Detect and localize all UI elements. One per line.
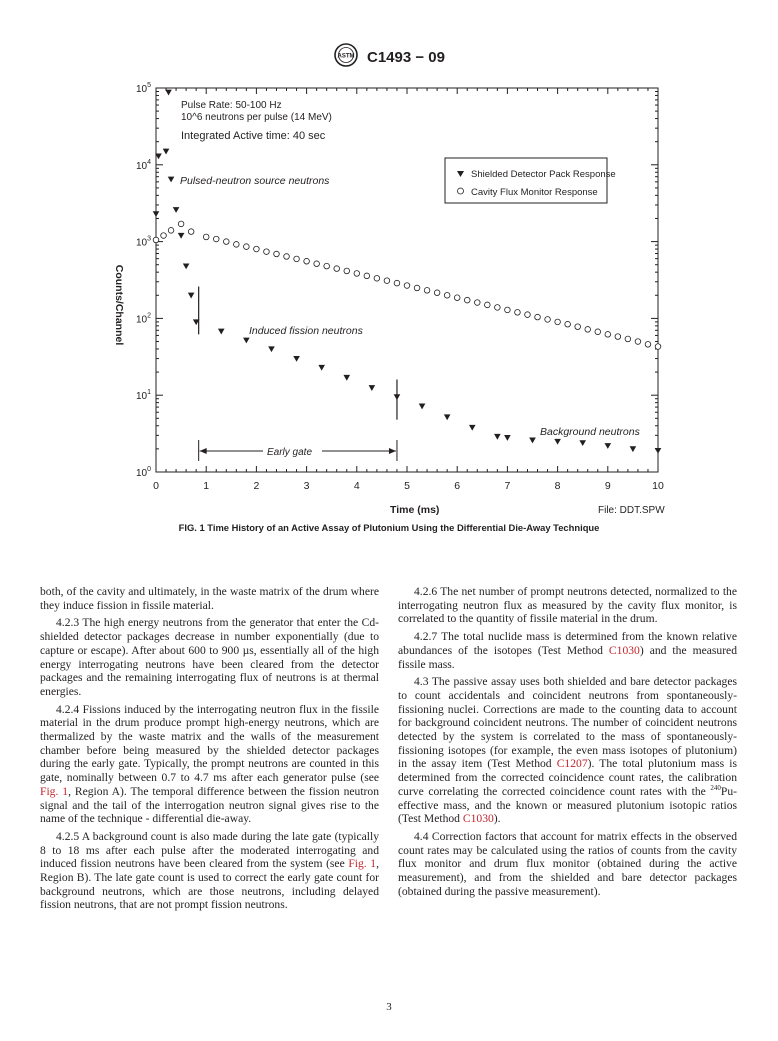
- c1030-link[interactable]: C1030: [608, 643, 640, 657]
- paragraph-4-2-7: [398, 630, 737, 671]
- cavity-point: [294, 256, 300, 262]
- cavity-point: [635, 339, 641, 345]
- x-tick-label: 3: [303, 480, 310, 492]
- cavity-point: [284, 254, 290, 260]
- paragraph-4-2-4: [40, 703, 379, 826]
- detector-point: [419, 404, 426, 410]
- paragraph-4-2-6: 4.2.6 The net number of prompt neutrons detected, normalized to the interrogating neutron flux as measured by the cavity flux monitor, is correlated to the quantity of fissile material in the drum.: [398, 585, 737, 626]
- paragraph: both, of the cavity and ultimately, in the waste matrix of the drum where they induce fission in fissile material.: [40, 585, 379, 612]
- early-gate-label: Early gate: [267, 447, 313, 458]
- detector-point: [218, 329, 225, 335]
- paragraph-4-2-3: 4.2.3 The high energy neutrons from the generator that enter the Cd-shielded detector packages decrease in number exponentially (due to capture or escape). After about 600 to 900 µs, essentially all of the high energy interrogating neutrons have been cleared from the detector packages and the remaining interrogating flux of neutrons is at thermal energies.: [40, 616, 379, 698]
- cavity-point: [324, 263, 330, 269]
- x-tick-label: 10: [652, 480, 664, 492]
- cavity-point: [234, 242, 240, 248]
- y-tick-label: $10^0$: [135, 466, 151, 479]
- detector-point: [183, 263, 190, 269]
- cavity-point: [525, 312, 531, 318]
- paragraph-text: , Region B). The late gate count is used to correct the early gate count for background neutrons, which are those neutrons, including delayed fission neutrons, that are not prompt fission neutrons.: [40, 857, 379, 912]
- cavity-point: [153, 237, 159, 243]
- cavity-point: [344, 268, 350, 274]
- detector-point: [494, 434, 501, 440]
- chart-legend: [445, 158, 616, 203]
- integrated-time-annotation: Integrated Active time: 40 sec: [181, 130, 326, 142]
- paragraph-text: Pu-effective mass, and the known or measured plutonium isotopic ratios (Test Method: [398, 784, 737, 826]
- superscript: 240: [710, 783, 721, 792]
- cavity-point: [161, 233, 167, 239]
- paragraph-text: ).: [493, 812, 501, 826]
- detector-point: [165, 90, 172, 96]
- cavity-point: [178, 221, 184, 227]
- paragraph-text: ) and the measured fissile mass.: [398, 643, 737, 671]
- astm-logo-text: ASTM: [337, 53, 355, 60]
- x-tick-label: 5: [404, 480, 410, 492]
- detector-point: [469, 425, 476, 431]
- cavity-point: [188, 229, 194, 235]
- x-tick-label: 1: [203, 480, 210, 492]
- x-tick-label: 0: [153, 480, 159, 492]
- neutrons-per-pulse-annotation: 10^6 neutrons per pulse (14 MeV): [181, 112, 332, 123]
- x-tick-label: 9: [604, 480, 611, 492]
- paragraph-text: 4.2.7 The total nuclide mass is determined from the known relative abundances of the isotopes (Test Method: [398, 630, 737, 657]
- detector-point: [163, 149, 170, 155]
- x-tick-label: 4: [353, 480, 360, 492]
- page-number: 3: [386, 1001, 392, 1013]
- cavity-point: [354, 271, 360, 277]
- legend-entry-detector: Shielded Detector Pack Response: [471, 169, 616, 180]
- cavity-point: [244, 244, 250, 250]
- cavity-point: [515, 310, 521, 316]
- cavity-point: [505, 307, 511, 313]
- pulse-rate-annotation: Pulse Rate: 50-100 Hz: [181, 100, 282, 111]
- cavity-point: [168, 228, 174, 234]
- x-tick-label: 2: [253, 480, 260, 492]
- page-header: [0, 42, 778, 73]
- y-tick-label: $10^4$: [135, 158, 151, 172]
- detector-point: [504, 435, 511, 441]
- detector-point: [630, 446, 637, 452]
- arrow-left-icon: [200, 448, 207, 454]
- detector-point: [178, 233, 185, 239]
- document-id: C1493 − 09: [367, 49, 445, 66]
- c1030-link[interactable]: C1030: [462, 812, 494, 826]
- paragraph-4-3: [398, 675, 737, 826]
- cavity-point: [374, 275, 380, 281]
- detector-point: [318, 365, 325, 371]
- cavity-point: [444, 292, 450, 298]
- x-tick-label: 8: [554, 480, 561, 492]
- detector-point: [579, 440, 586, 446]
- cavity-point: [625, 336, 631, 342]
- background-annotation: Background neutrons: [540, 426, 640, 438]
- chart-marks: [153, 90, 662, 461]
- y-tick-label: $10^1$: [135, 389, 151, 403]
- x-tick-label: 7: [504, 480, 511, 492]
- detector-point: [268, 346, 275, 352]
- legend-entry-cavity: Cavity Flux Monitor Response: [471, 187, 598, 198]
- cavity-point: [565, 321, 571, 327]
- chart-axes: [156, 88, 658, 472]
- c1207-link[interactable]: C1207: [556, 757, 588, 771]
- detector-point: [655, 448, 662, 454]
- cavity-point: [264, 249, 270, 255]
- cavity-point: [495, 305, 501, 311]
- detector-point: [343, 375, 350, 381]
- astm-logo-icon: [333, 42, 359, 73]
- paragraph-text: , Region A). The temporal difference between the fission neutron signal and the tail of the interrogation neutron signal gives rise to the name of the technique - differential die-away.: [40, 784, 380, 826]
- cavity-point: [394, 280, 400, 286]
- x-tick-label: 6: [454, 480, 461, 492]
- induced-fission-annotation: Induced fission neutrons: [249, 325, 363, 337]
- paragraph-4-4: 4.4 Correction factors that account for matrix effects in the observed count rates may be calculated using the ratios of counts from the cavity flux monitor and drum flux monitor (obtained during the active measurement), and from the shielded and bare detector packages (obtained during the passive measurement).: [398, 829, 737, 898]
- cavity-point: [464, 297, 470, 303]
- detector-point: [153, 211, 160, 217]
- paragraph-text: 4.2.5 A background count is also made during the late gate (typically 8 to 18 ms after each pulse after the moderated interrogating and induced fission neutrons have been cleared from the system (see: [40, 829, 379, 871]
- cavity-point: [595, 329, 601, 335]
- cavity-point: [615, 334, 621, 340]
- cavity-point: [474, 300, 480, 306]
- cavity-point: [254, 246, 260, 252]
- cavity-point: [655, 344, 661, 350]
- cavity-point: [645, 342, 651, 348]
- die-away-chart: [100, 75, 680, 515]
- cavity-point: [223, 239, 229, 245]
- cavity-point: [605, 332, 611, 338]
- left-column: [40, 585, 379, 916]
- cavity-point: [485, 302, 491, 308]
- arrow-right-icon: [389, 448, 396, 454]
- detector-point: [529, 438, 536, 444]
- plot-frame: [156, 88, 658, 472]
- cavity-point: [304, 258, 310, 264]
- cavity-point: [434, 290, 440, 296]
- detector-point: [605, 443, 612, 449]
- y-tick-label: $10^3$: [135, 235, 151, 249]
- cavity-point: [555, 319, 561, 325]
- cavity-point: [414, 285, 420, 291]
- cavity-point: [364, 273, 370, 279]
- detector-point: [369, 385, 376, 391]
- cavity-point: [585, 327, 591, 333]
- paragraph-text: 4.2.4 Fissions induced by the interrogating neutron flux in the fissile material in the drum produce prompt high-energy neutrons, which are thermalized by the waste matrix and the walls of the measurement chamber before being measured by the shielded detector packages during the early gate. Typically, the prompt neutrons are counted in this gate, nominally between 0.7 to 4.7 ms after each generator pulse (see: [40, 702, 379, 785]
- cavity-point: [314, 261, 320, 267]
- paragraph-4-2-5: [40, 830, 379, 912]
- figure-caption: FIG. 1 Time History of an Active Assay of Plutonium Using the Differential Die-Away Technique: [178, 522, 600, 533]
- cavity-point: [384, 278, 390, 284]
- cavity-point: [535, 314, 541, 320]
- y-axis-label: Counts/Channel: [113, 264, 125, 346]
- detector-point: [173, 207, 180, 213]
- y-tick-label: $10^2$: [135, 312, 151, 326]
- file-annotation: File: DDT.SPW: [598, 505, 665, 515]
- detector-point: [168, 177, 175, 183]
- legend-circle-icon: [458, 188, 464, 194]
- paragraph-text: 4.3 The passive assay uses both shielded and bare detector packages to count accidentals and coincident neutrons from spontaneously-fissioning nuclei. Corrections are made to the counting data to account for background coincident neutrons. The number of coincident neutrons detected by the system is correlated to the mass of spontaneously-fissioning isotopes (for example, the even mass isotopes of plutonium) in the assay item (Test Method: [398, 675, 737, 771]
- detector-point: [243, 338, 250, 344]
- paragraph-text: ). The total plutonium mass is determined from the corrected coincidence count rates, the calibration curve correlating the corrected coincidence count rates with the: [398, 757, 737, 798]
- cavity-point: [274, 251, 280, 257]
- fig-1-link[interactable]: Fig. 1: [348, 857, 377, 871]
- cavity-point: [454, 295, 460, 301]
- cavity-point: [575, 324, 581, 330]
- cavity-point: [203, 234, 209, 240]
- cavity-point: [545, 317, 551, 323]
- detector-point: [554, 439, 561, 445]
- right-column: [398, 585, 737, 902]
- detector-point: [293, 356, 300, 362]
- detector-point: [444, 414, 451, 420]
- y-tick-label: $10^5$: [135, 82, 151, 95]
- cavity-point: [213, 236, 219, 242]
- source-neutrons-annotation: Pulsed-neutron source neutrons: [180, 175, 330, 187]
- fig-1-link[interactable]: Fig. 1: [40, 784, 69, 798]
- cavity-point: [334, 266, 340, 272]
- cavity-point: [404, 283, 410, 289]
- cavity-point: [424, 288, 430, 294]
- x-axis-label: Time (ms): [390, 504, 440, 515]
- detector-point: [188, 293, 195, 299]
